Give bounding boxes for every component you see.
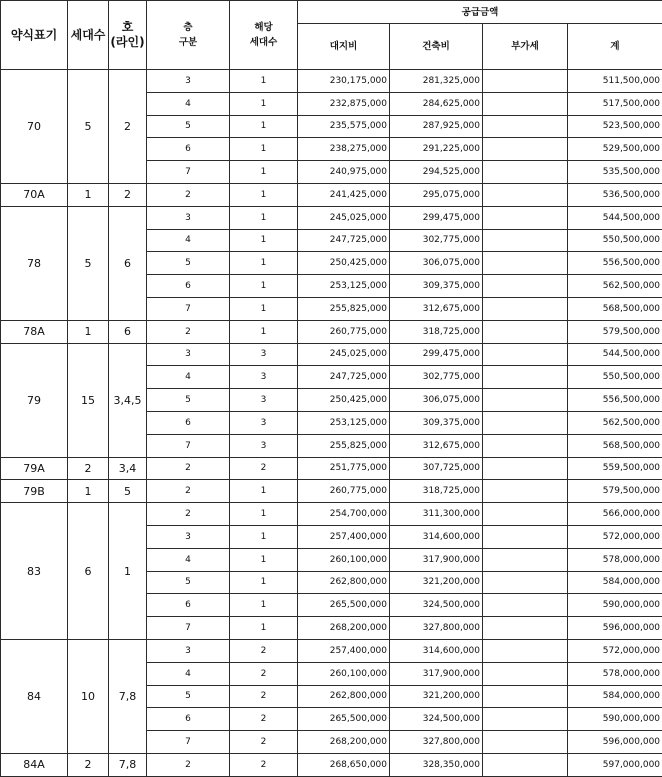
total-cell: 590,000,000 (568, 594, 662, 617)
applicable-cell: 1 (230, 525, 298, 548)
applicable-cell: 1 (230, 92, 298, 115)
total-cell: 536,500,000 (568, 183, 662, 206)
land-cost-cell: 268,200,000 (298, 617, 390, 640)
building-cost-cell: 302,775,000 (390, 229, 483, 252)
total-cell: 550,500,000 (568, 366, 662, 389)
building-cost-cell: 314,600,000 (390, 525, 483, 548)
applicable-cell: 2 (230, 685, 298, 708)
units-cell: 6 (68, 503, 109, 640)
applicable-cell: 1 (230, 161, 298, 184)
floor-cell: 4 (147, 92, 230, 115)
building-cost-cell: 317,900,000 (390, 662, 483, 685)
line-cell: 1 (109, 503, 147, 640)
table-row (1, 183, 662, 206)
table-row (1, 480, 662, 503)
total-cell: 584,000,000 (568, 685, 662, 708)
total-cell: 597,000,000 (568, 753, 662, 776)
total-cell: 556,500,000 (568, 252, 662, 275)
total-cell: 562,500,000 (568, 411, 662, 434)
floor-cell: 4 (147, 229, 230, 252)
building-cost-cell: 299,475,000 (390, 206, 483, 229)
total-cell: 559,500,000 (568, 457, 662, 480)
vat-cell (483, 639, 568, 662)
header-floor (147, 1, 230, 70)
applicable-cell: 1 (230, 320, 298, 343)
land-cost-cell: 262,800,000 (298, 571, 390, 594)
floor-cell: 5 (147, 389, 230, 412)
building-cost-cell: 284,625,000 (390, 92, 483, 115)
line-cell: 3,4,5 (109, 343, 147, 457)
header-vat: 부가세 (483, 24, 568, 70)
line-cell: 6 (109, 206, 147, 320)
total-cell: 544,500,000 (568, 343, 662, 366)
land-cost-cell: 260,100,000 (298, 548, 390, 571)
land-cost-cell: 268,200,000 (298, 731, 390, 754)
floor-cell: 6 (147, 411, 230, 434)
applicable-cell: 1 (230, 594, 298, 617)
header-applicable (230, 1, 298, 70)
vat-cell (483, 411, 568, 434)
total-cell: 572,000,000 (568, 639, 662, 662)
vat-cell (483, 457, 568, 480)
table-row (1, 639, 662, 662)
header-applicable-top: 해당 (254, 22, 273, 33)
vat-cell (483, 115, 568, 138)
type-cell: 79 (1, 343, 68, 457)
land-cost-cell: 245,025,000 (298, 343, 390, 366)
land-cost-cell: 238,275,000 (298, 138, 390, 161)
building-cost-cell: 307,725,000 (390, 457, 483, 480)
vat-cell (483, 252, 568, 275)
line-cell: 7,8 (109, 639, 147, 753)
total-cell: 568,500,000 (568, 297, 662, 320)
floor-cell: 7 (147, 297, 230, 320)
table-row (1, 753, 662, 776)
table-row (1, 320, 662, 343)
floor-cell: 3 (147, 639, 230, 662)
units-cell: 1 (68, 320, 109, 343)
vat-cell (483, 571, 568, 594)
total-cell: 584,000,000 (568, 571, 662, 594)
header-land: 대지비 (298, 24, 390, 70)
applicable-cell: 3 (230, 389, 298, 412)
vat-cell (483, 343, 568, 366)
floor-cell: 2 (147, 457, 230, 480)
land-cost-cell: 255,825,000 (298, 434, 390, 457)
type-cell: 70A (1, 183, 68, 206)
applicable-cell: 2 (230, 457, 298, 480)
floor-cell: 5 (147, 685, 230, 708)
building-cost-cell: 287,925,000 (390, 115, 483, 138)
building-cost-cell: 317,900,000 (390, 548, 483, 571)
building-cost-cell: 294,525,000 (390, 161, 483, 184)
vat-cell (483, 161, 568, 184)
vat-cell (483, 617, 568, 640)
land-cost-cell: 253,125,000 (298, 275, 390, 298)
land-cost-cell: 268,650,000 (298, 753, 390, 776)
total-cell: 578,000,000 (568, 662, 662, 685)
total-cell: 544,500,000 (568, 206, 662, 229)
applicable-cell: 3 (230, 366, 298, 389)
total-cell: 572,000,000 (568, 525, 662, 548)
land-cost-cell: 257,400,000 (298, 525, 390, 548)
applicable-cell: 1 (230, 252, 298, 275)
building-cost-cell: 299,475,000 (390, 343, 483, 366)
line-cell: 7,8 (109, 753, 147, 776)
land-cost-cell: 254,700,000 (298, 503, 390, 526)
land-cost-cell: 255,825,000 (298, 297, 390, 320)
applicable-cell: 1 (230, 229, 298, 252)
building-cost-cell: 306,075,000 (390, 389, 483, 412)
vat-cell (483, 229, 568, 252)
vat-cell (483, 366, 568, 389)
vat-cell (483, 731, 568, 754)
applicable-cell: 2 (230, 639, 298, 662)
applicable-cell: 1 (230, 206, 298, 229)
building-cost-cell: 314,600,000 (390, 639, 483, 662)
land-cost-cell: 250,425,000 (298, 389, 390, 412)
land-cost-cell: 241,425,000 (298, 183, 390, 206)
applicable-cell: 1 (230, 183, 298, 206)
type-cell: 70 (1, 70, 68, 184)
line-cell: 2 (109, 183, 147, 206)
land-cost-cell: 253,125,000 (298, 411, 390, 434)
table-row (1, 457, 662, 480)
header-building: 건축비 (390, 24, 483, 70)
vat-cell (483, 662, 568, 685)
land-cost-cell: 240,975,000 (298, 161, 390, 184)
floor-cell: 2 (147, 183, 230, 206)
total-cell: 556,500,000 (568, 389, 662, 412)
units-cell: 1 (68, 480, 109, 503)
total-cell: 566,000,000 (568, 503, 662, 526)
land-cost-cell: 235,575,000 (298, 115, 390, 138)
floor-cell: 7 (147, 434, 230, 457)
floor-cell: 6 (147, 594, 230, 617)
land-cost-cell: 245,025,000 (298, 206, 390, 229)
vat-cell (483, 275, 568, 298)
line-cell: 2 (109, 70, 147, 184)
land-cost-cell: 232,875,000 (298, 92, 390, 115)
header-applicable-bottom: 세대수 (249, 37, 278, 48)
vat-cell (483, 206, 568, 229)
total-cell: 590,000,000 (568, 708, 662, 731)
building-cost-cell: 281,325,000 (390, 70, 483, 93)
building-cost-cell: 295,075,000 (390, 183, 483, 206)
vat-cell (483, 92, 568, 115)
building-cost-cell: 311,300,000 (390, 503, 483, 526)
land-cost-cell: 230,175,000 (298, 70, 390, 93)
header-floor-top: 층 (183, 22, 193, 33)
building-cost-cell: 312,675,000 (390, 434, 483, 457)
vat-cell (483, 594, 568, 617)
building-cost-cell: 318,725,000 (390, 480, 483, 503)
header-total: 계 (568, 24, 662, 70)
floor-cell: 4 (147, 366, 230, 389)
total-cell: 578,000,000 (568, 548, 662, 571)
floor-cell: 6 (147, 708, 230, 731)
applicable-cell: 2 (230, 662, 298, 685)
land-cost-cell: 251,775,000 (298, 457, 390, 480)
applicable-cell: 1 (230, 480, 298, 503)
table-row (1, 503, 662, 526)
building-cost-cell: 291,225,000 (390, 138, 483, 161)
vat-cell (483, 434, 568, 457)
total-cell: 596,000,000 (568, 617, 662, 640)
units-cell: 5 (68, 206, 109, 320)
vat-cell (483, 480, 568, 503)
floor-cell: 3 (147, 343, 230, 366)
vat-cell (483, 525, 568, 548)
total-cell: 529,500,000 (568, 138, 662, 161)
floor-cell: 2 (147, 480, 230, 503)
units-cell: 5 (68, 70, 109, 184)
applicable-cell: 1 (230, 617, 298, 640)
type-cell: 84 (1, 639, 68, 753)
vat-cell (483, 685, 568, 708)
vat-cell (483, 503, 568, 526)
vat-cell (483, 320, 568, 343)
building-cost-cell: 328,350,000 (390, 753, 483, 776)
land-cost-cell: 247,725,000 (298, 366, 390, 389)
land-cost-cell: 247,725,000 (298, 229, 390, 252)
floor-cell: 7 (147, 161, 230, 184)
total-cell: 523,500,000 (568, 115, 662, 138)
applicable-cell: 3 (230, 434, 298, 457)
line-cell: 6 (109, 320, 147, 343)
table-row (1, 343, 662, 366)
vat-cell (483, 753, 568, 776)
building-cost-cell: 327,800,000 (390, 731, 483, 754)
vat-cell (483, 297, 568, 320)
building-cost-cell: 321,200,000 (390, 571, 483, 594)
type-cell: 79A (1, 457, 68, 480)
applicable-cell: 1 (230, 275, 298, 298)
units-cell: 1 (68, 183, 109, 206)
applicable-cell: 1 (230, 297, 298, 320)
total-cell: 562,500,000 (568, 275, 662, 298)
vat-cell (483, 138, 568, 161)
floor-cell: 4 (147, 548, 230, 571)
vat-cell (483, 708, 568, 731)
total-cell: 568,500,000 (568, 434, 662, 457)
floor-cell: 7 (147, 731, 230, 754)
floor-cell: 7 (147, 617, 230, 640)
floor-cell: 4 (147, 662, 230, 685)
units-cell: 2 (68, 457, 109, 480)
land-cost-cell: 257,400,000 (298, 639, 390, 662)
type-cell: 78 (1, 206, 68, 320)
applicable-cell: 2 (230, 708, 298, 731)
building-cost-cell: 321,200,000 (390, 685, 483, 708)
table-row (1, 70, 662, 93)
floor-cell: 2 (147, 320, 230, 343)
header-line-top: 호 (121, 20, 134, 34)
land-cost-cell: 250,425,000 (298, 252, 390, 275)
floor-cell: 3 (147, 70, 230, 93)
building-cost-cell: 306,075,000 (390, 252, 483, 275)
applicable-cell: 3 (230, 343, 298, 366)
land-cost-cell: 260,775,000 (298, 320, 390, 343)
header-line (109, 1, 147, 70)
applicable-cell: 2 (230, 753, 298, 776)
total-cell: 511,500,000 (568, 70, 662, 93)
table-row (1, 206, 662, 229)
floor-cell: 2 (147, 753, 230, 776)
building-cost-cell: 309,375,000 (390, 411, 483, 434)
table-body (1, 70, 662, 777)
total-cell: 579,500,000 (568, 480, 662, 503)
total-cell: 535,500,000 (568, 161, 662, 184)
total-cell: 550,500,000 (568, 229, 662, 252)
applicable-cell: 3 (230, 411, 298, 434)
vat-cell (483, 548, 568, 571)
header-units: 세대수 (68, 1, 109, 70)
applicable-cell: 1 (230, 548, 298, 571)
floor-cell: 5 (147, 115, 230, 138)
applicable-cell: 1 (230, 115, 298, 138)
table-header (1, 1, 662, 70)
total-cell: 596,000,000 (568, 731, 662, 754)
type-cell: 79B (1, 480, 68, 503)
land-cost-cell: 262,800,000 (298, 685, 390, 708)
line-cell: 5 (109, 480, 147, 503)
units-cell: 15 (68, 343, 109, 457)
building-cost-cell: 302,775,000 (390, 366, 483, 389)
type-cell: 84A (1, 753, 68, 776)
units-cell: 10 (68, 639, 109, 753)
building-cost-cell: 309,375,000 (390, 275, 483, 298)
building-cost-cell: 327,800,000 (390, 617, 483, 640)
type-cell: 83 (1, 503, 68, 640)
line-cell: 3,4 (109, 457, 147, 480)
floor-cell: 6 (147, 275, 230, 298)
building-cost-cell: 312,675,000 (390, 297, 483, 320)
header-floor-bottom: 구분 (178, 37, 198, 48)
total-cell: 579,500,000 (568, 320, 662, 343)
floor-cell: 6 (147, 138, 230, 161)
floor-cell: 5 (147, 252, 230, 275)
total-cell: 517,500,000 (568, 92, 662, 115)
units-cell: 2 (68, 753, 109, 776)
vat-cell (483, 389, 568, 412)
floor-cell: 2 (147, 503, 230, 526)
land-cost-cell: 265,500,000 (298, 708, 390, 731)
applicable-cell: 1 (230, 70, 298, 93)
vat-cell (483, 70, 568, 93)
floor-cell: 3 (147, 206, 230, 229)
header-type: 약식표기 (1, 1, 68, 70)
vat-cell (483, 183, 568, 206)
floor-cell: 3 (147, 525, 230, 548)
header-line-bottom: (라인) (110, 35, 145, 49)
type-cell: 78A (1, 320, 68, 343)
applicable-cell: 1 (230, 138, 298, 161)
land-cost-cell: 265,500,000 (298, 594, 390, 617)
building-cost-cell: 324,500,000 (390, 708, 483, 731)
applicable-cell: 1 (230, 571, 298, 594)
building-cost-cell: 324,500,000 (390, 594, 483, 617)
applicable-cell: 2 (230, 731, 298, 754)
floor-cell: 5 (147, 571, 230, 594)
applicable-cell: 1 (230, 503, 298, 526)
land-cost-cell: 260,100,000 (298, 662, 390, 685)
land-cost-cell: 260,775,000 (298, 480, 390, 503)
building-cost-cell: 318,725,000 (390, 320, 483, 343)
header-supply-amount: 공급금액 (298, 1, 662, 24)
